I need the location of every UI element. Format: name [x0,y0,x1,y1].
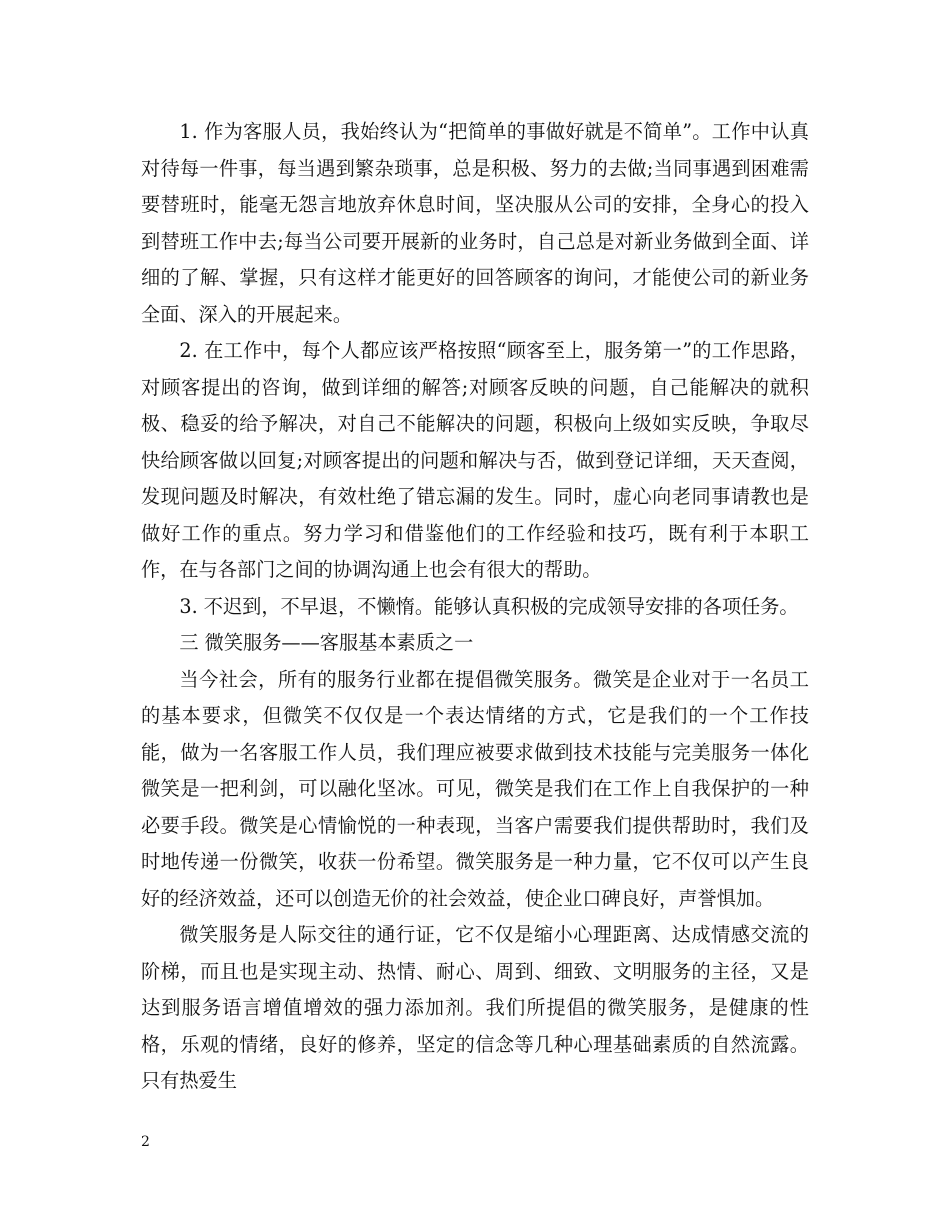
page-number: 2 [141,1134,150,1150]
section-heading: 三 微笑服务——客服基本素质之一 [179,631,474,654]
document-body [141,114,809,1100]
paragraph-2: 2. 在工作中，每个人都应该严格按照“顾客至上，服务第一”的工作思路，对顾客提出的咨询，做到详细的解答;对顾客反映的问题，自己能解决的就积极、稳妥的给予解决，对自己不能解决的问题，积极向上级如实反映，争取尽快给顾客做以回复;对顾客提出的问题和解决与否，做到登记详细，天天查阅，发现问题及时解决，有效杜绝了错忘漏的发生。同时，虚心向老同事请教也是做好工作的重点。努力学习和借鉴他们的工作经验和技巧，既有利于本职工作，在与各部门之间的协调沟通上也会有很大的帮助。 [141,339,809,581]
paragraph-5: 当今社会，所有的服务行业都在提倡微笑服务。微笑是企业对于一名员工的基本要求，但微笑不仅仅是一个表达情绪的方式，它是我们的一个工作技能，做为一名客服工作人员，我们理应被要求做到技术技能与完美服务一体化微笑是一把利剑，可以融化坚冰。可见，微笑是我们在工作上自我保护的一种必要手段。微笑是心情愉悦的一种表现，当客户需要我们提供帮助时，我们及时地传递一份微笑，收获一份希望。微笑服务是一种力量，它不仅可以产生良好的经济效益，还可以创造无价的社会效益，使企业口碑良好，声誉惧加。 [141,667,809,910]
paragraph-1: 1. 作为客服人员，我始终认为“把简单的事做好就是不简单”。工作中认真对待每一件事，每当遇到繁杂琐事，总是积极、努力的去做;当同事遇到困难需要替班时，能毫无怨言地放弃休息时间，坚决服从公司的安排，全身心的投入到替班工作中去;每当公司要开展新的业务时，自己总是对新业务做到全面、详细的了解、掌握，只有这样才能更好的回答顾客的询问，才能使公司的新业务全面、深入的开展起来。 [141,120,809,326]
paragraph-3: 3. 不迟到，不早退，不懒惰。能够认真积极的完成领导安排的各项任务。 [179,594,799,618]
paragraph-6: 微笑服务是人际交往的通行证，它不仅是缩小心理距离、达成情感交流的阶梯，而且也是实现主动、热情、耐心、周到、细致、文明服务的主径，又是达到服务语言增值增效的强力添加剂。我们所提倡的微笑服务，是健康的性格，乐观的情绪，良好的修养，坚定的信念等几种心理基础素质的自然流露。只有热爱生 [141,923,809,1092]
